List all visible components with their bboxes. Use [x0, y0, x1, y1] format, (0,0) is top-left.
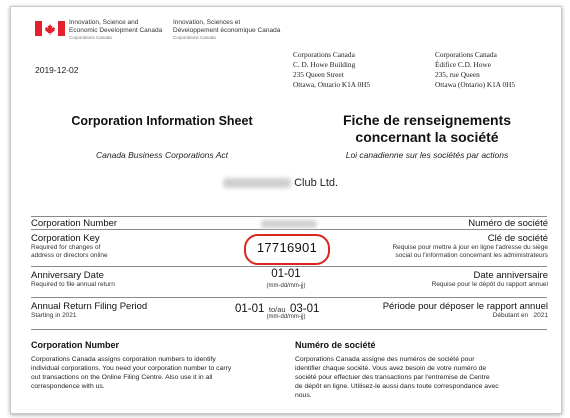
corporation-key-value: 17716901 [256, 240, 318, 255]
section-text-fr-line: société pour effectuer des transactions par l'entremise de Centre [295, 374, 490, 381]
filing-period-to-label: to/au [268, 305, 286, 314]
canada-flag-icon [35, 21, 65, 36]
filing-period-format: (mm-dd/mm-jj) [266, 314, 306, 320]
anniversary-value: 01-01 [271, 268, 301, 280]
anniversary-sub-fr: Requise pour le dépôt du rapport annuel [431, 281, 548, 288]
corporation-key-sub-fr: Requise pour mettre à jour en ligne l'adresse du siège [392, 244, 548, 251]
corporation-number-label-en: Corporation Number [31, 218, 118, 229]
department-name-fr [173, 19, 280, 42]
filing-period-from: 01-01 [235, 303, 265, 315]
section-text-fr-line: de dépôt en ligne. Utilisez-le aussi dans toute correspondance avec [295, 383, 499, 390]
section-text-en-line: Corporations Canada assigns corporation numbers to identify [31, 356, 216, 363]
issue-date: 2019-12-02 [35, 65, 79, 75]
filing-period-label-en: Annual Return Filing Period [31, 301, 148, 312]
address-en-line: Corporations Canada [293, 50, 355, 59]
divider-top [31, 216, 547, 217]
section-text-fr [295, 355, 553, 400]
dept-fr-line2: Développement économique Canada [173, 26, 281, 34]
section-text-en-line: individual corporations. You need your corporation number to carry [31, 365, 232, 372]
section-text-en-line: out transactions on the Online Filing Centre. Also use it in all [31, 374, 213, 381]
address-en-line: Ottawa, Ontario K1A 0H5 [293, 80, 371, 89]
divider-key [31, 266, 547, 267]
address-fr-line: Ottawa (Ontario) K1A 0H5 [435, 80, 516, 89]
filing-period-to: 03-01 [290, 303, 320, 315]
filing-period-sub-fr-label: Débutant en [492, 312, 529, 319]
section-heading-en: Corporation Number [31, 340, 120, 350]
filing-period-sub-fr [383, 312, 548, 320]
divider-number [31, 229, 547, 230]
anniversary-format: (mm-dd/mm-jj) [266, 283, 306, 289]
dept-en-line1: Innovation, Science and [69, 19, 139, 26]
address-en [293, 50, 370, 90]
section-text-en-line: correspondence with us. [31, 383, 105, 390]
dept-fr-small: Corporations Canada [173, 35, 216, 40]
corporation-key-fr [392, 233, 548, 259]
corporation-key-label-en: Corporation Key [31, 233, 100, 244]
divider-filing [31, 329, 547, 330]
address-en-line: C. D. Howe Building [293, 60, 356, 69]
section-text-fr-line: Corporations Canada assigne des numéros de société pour [295, 356, 475, 363]
corporation-key-en [31, 233, 108, 259]
divider-anniversary [31, 297, 547, 298]
anniversary-label-fr: Date anniversaire [473, 270, 548, 281]
title-en: Corporation Information Sheet [71, 114, 253, 128]
dept-en-small: Corporations Canada [69, 35, 112, 40]
dept-fr-line1: Innovation, Sciences et [173, 19, 241, 26]
section-heading-fr: Numéro de société [295, 340, 376, 350]
filing-period-sub-fr-year: 2021 [533, 312, 548, 319]
section-text-fr-line: identifier chaque société. Vous avez besoin de votre numéro de [295, 365, 487, 372]
address-fr-line: 235, rue Queen [435, 70, 480, 79]
corporation-name [223, 177, 338, 189]
corporation-key-sub-en: Required for changes of [31, 244, 101, 251]
anniversary-fr [432, 270, 548, 289]
title-fr [297, 112, 557, 145]
title-fr-line2: concernant la société [355, 128, 499, 145]
filing-period-sub-en: Starting in 2021 [31, 312, 77, 319]
filing-period-en [31, 301, 147, 320]
anniversary-label-en: Anniversary Date [31, 270, 104, 281]
filing-period-label-fr: Période pour déposer le rapport annuel [382, 301, 548, 312]
section-text-fr-line: nous. [295, 392, 312, 399]
address-fr [435, 50, 515, 90]
title-fr-line1: Fiche de renseignements [342, 112, 512, 128]
department-name-en [69, 19, 162, 42]
corporation-key-sub-en: address or directors online [31, 251, 108, 259]
section-text-en [31, 355, 286, 391]
dept-en-line2: Economic Development Canada [69, 26, 163, 34]
anniversary-sub-en: Required to file annual return [31, 281, 115, 288]
redacted-number-blur [261, 220, 317, 228]
anniversary-en [31, 270, 115, 289]
act-en: Canada Business Corporations Act [96, 150, 228, 160]
act-fr: Loi canadienne sur les sociétés par actions [345, 150, 509, 160]
address-fr-line: Édifice C.D. Howe [435, 60, 491, 69]
corporation-number-label-fr: Numéro de société [468, 218, 548, 229]
redacted-name-blur [223, 178, 291, 188]
corporation-name-suffix: Club Ltd. [294, 177, 339, 189]
information-sheet [10, 6, 562, 414]
corporation-key-label-fr: Clé de société [487, 233, 548, 244]
address-en-line: 235 Queen Street [293, 70, 344, 79]
address-fr-line: Corporations Canada [435, 50, 497, 59]
filing-period-fr [383, 301, 548, 320]
corporation-key-sub-fr: social ou l'information concernant les administrateurs [395, 251, 548, 259]
